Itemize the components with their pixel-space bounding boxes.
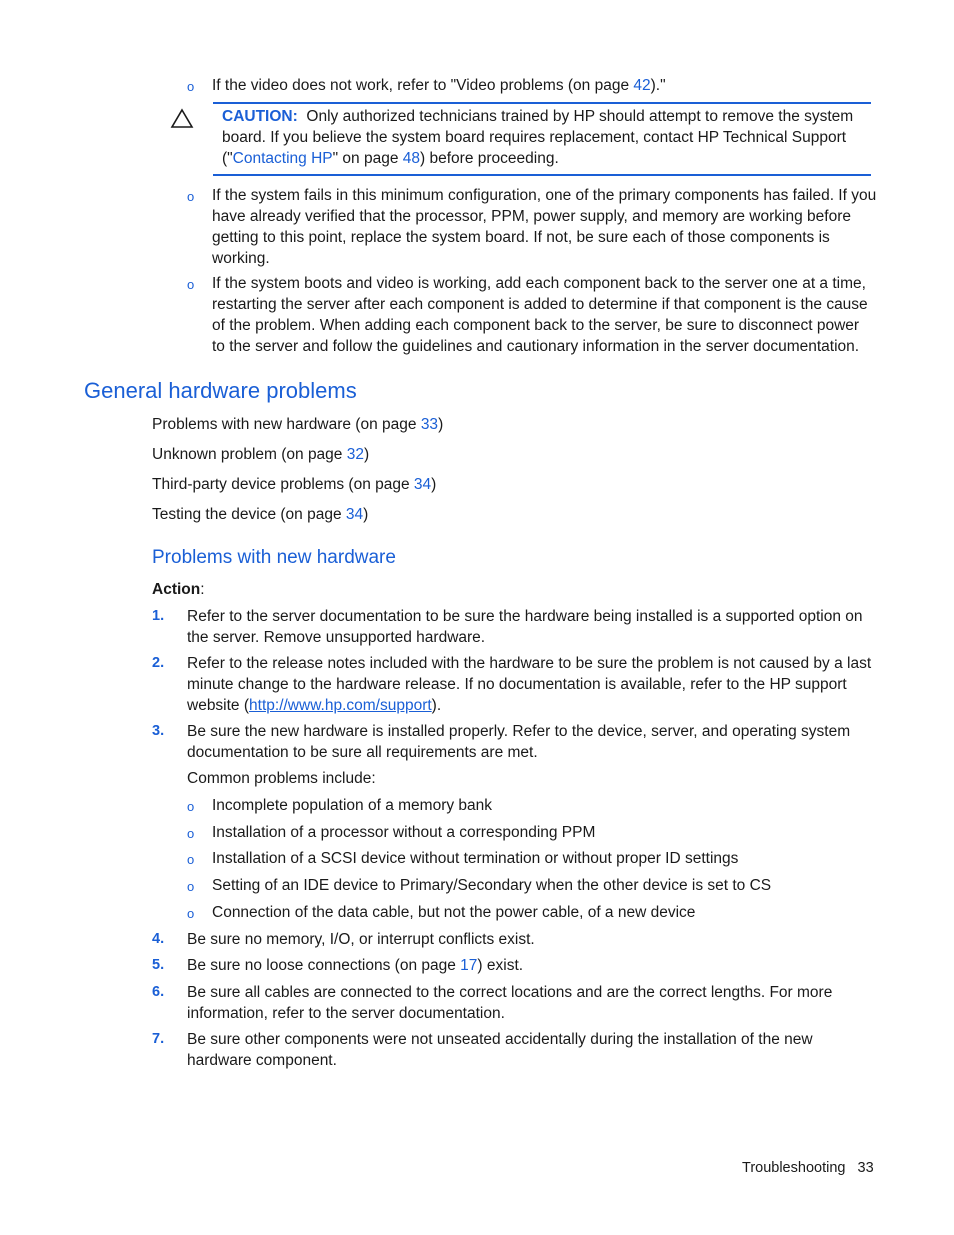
bullet-marker: o <box>187 852 195 867</box>
subsection-title: Problems with new hardware <box>152 547 396 568</box>
page-link[interactable]: 32 <box>346 446 364 463</box>
common-problem-item: Installation of a processor without a corresponding PPM <box>212 824 596 841</box>
bullet-marker: o <box>187 906 195 921</box>
step-number: 5. <box>152 957 165 973</box>
bullet-marker: o <box>187 879 195 894</box>
caution-line-3: ("Contacting HP" on page 48) before proceeding. <box>222 150 559 167</box>
bullet-marker: o <box>187 799 195 814</box>
common-problem-item: Setting of an IDE device to Primary/Secondary when the other device is set to CS <box>212 877 772 894</box>
step-text: Be sure other components were not unseated accidentally during the installation of the new hardware component. <box>187 1031 813 1069</box>
footer-page-number: 33 <box>857 1160 874 1176</box>
step-number: 7. <box>152 1031 165 1047</box>
step-text: Be sure all cables are connected to the correct locations and are the correct lengths. For more information, refer to the server documentation. <box>187 984 833 1022</box>
caution-line-1: CAUTION: Only authorized technicians trained by HP should attempt to remove the system <box>222 108 854 125</box>
footer-section: Troubleshooting <box>742 1160 846 1176</box>
step-number: 1. <box>152 608 165 624</box>
common-problem-item: Connection of the data cable, but not the power cable, of a new device <box>212 904 696 921</box>
bullet-marker: o <box>187 189 195 204</box>
bullet-marker: o <box>187 277 195 292</box>
step-text: Be sure no memory, I/O, or interrupt conflicts exist. <box>187 931 535 948</box>
step-text: Be sure the new hardware is installed properly. Refer to the device, server, and operating system documentation to be sure all requirements are met. <box>187 723 851 761</box>
section-title: General hardware problems <box>84 378 357 403</box>
page-link[interactable]: 34 <box>413 476 432 493</box>
bullet-paragraph: If the system boots and video is working, add each component back to the server one at a time, restarting the server after each component is added to determine if that component is the cause of the problem. When adding each component back to the server, be sure to disconnect power to the server and follow the guidelines and cautionary information in the server documentation. <box>212 275 868 355</box>
page-link[interactable]: 17 <box>460 957 478 974</box>
step-number: 3. <box>152 723 165 739</box>
step-text: Refer to the server documentation to be sure the hardware being installed is a supported option on the server. Remove unsupported hardware. <box>187 608 863 646</box>
toc-item: Unknown problem (on page 32) <box>152 446 370 463</box>
page-link[interactable]: 48 <box>402 150 421 167</box>
step-text: Refer to the release notes included with the hardware to be sure the problem is not caused by a last minute change to the hardware release. If no documentation is available, refer to the HP support website (http://www.hp.com/support). <box>187 655 872 714</box>
common-problem-item: Installation of a SCSI device without termination or without proper ID settings <box>212 850 739 867</box>
step-number: 6. <box>152 984 165 1000</box>
toc-item: Problems with new hardware (on page 33) <box>152 416 444 433</box>
hp-support-url-link[interactable]: http://www.hp.com/support <box>249 697 432 714</box>
toc-item: Third-party device problems (on page 34) <box>152 476 437 493</box>
bullet-marker: o <box>187 826 195 841</box>
toc-item: Testing the device (on page 34) <box>152 506 369 523</box>
warning-icon <box>170 108 194 129</box>
intro-bullet-text: If the video does not work, refer to "Video problems (on page 42)." <box>212 77 666 94</box>
page-link[interactable]: 34 <box>345 506 364 523</box>
bullet-paragraph: If the system fails in this minimum configuration, one of the primary components has failed. If you have already verified that the processor, PPM, power supply, and memory are working before getting to this point, replace the system board. If not, be sure each of those components is working. <box>212 187 877 267</box>
step-number: 4. <box>152 931 165 947</box>
bullet-marker: o <box>187 79 195 94</box>
caution-line-2: board. If you believe the system board requires replacement, contact HP Technical Support <box>222 129 847 146</box>
common-problem-item: Incomplete population of a memory bank <box>212 797 493 814</box>
step-text: Be sure no loose connections (on page 17) exist. <box>187 957 524 974</box>
page-link[interactable]: 42 <box>633 77 651 94</box>
contacting-hp-link[interactable]: Contacting HP <box>232 150 333 167</box>
action-label: Action: <box>152 581 205 598</box>
page-footer <box>742 1158 874 1179</box>
caution-label: CAUTION: <box>222 108 298 125</box>
page-link[interactable]: 33 <box>420 416 439 433</box>
common-problems-intro: Common problems include: <box>187 770 376 787</box>
step-number: 2. <box>152 655 165 671</box>
